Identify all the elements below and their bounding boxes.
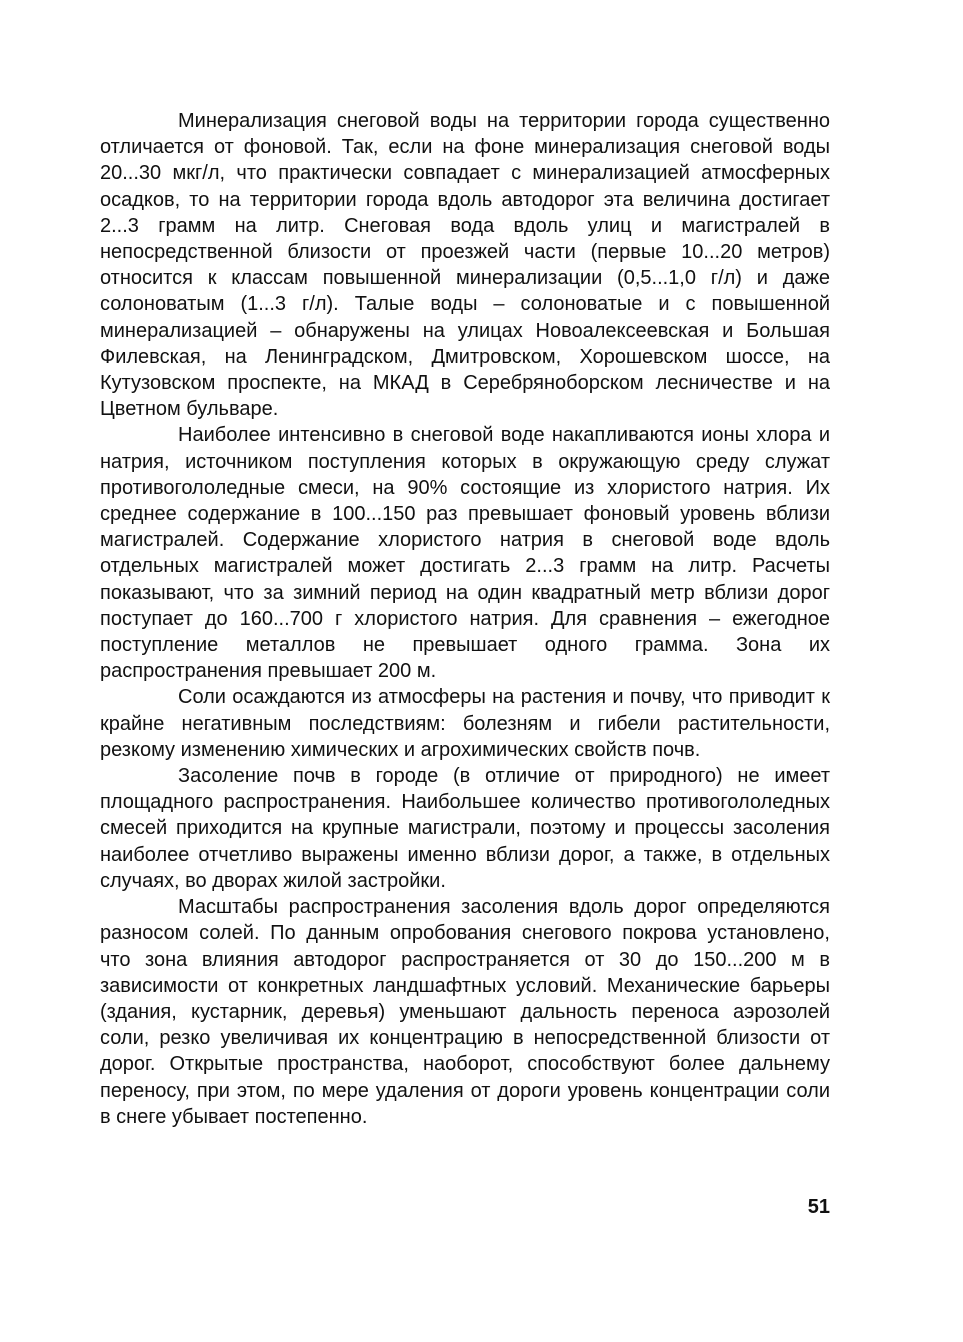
paragraph-salt-deposition: Соли осаждаются из атмосферы на растения и почву, что приводит к крайне негативным последствиям: болезням и гибели растительности, резкому изменению химических и агрохимических свойств почв. — [100, 686, 830, 761]
paragraph-snow-mineralization: Минерализация снеговой воды на территории города существенно отличается от фоновой. Так, если на фоне минерализация снеговой воды 20...30 мкг/л, что практически совпадает с минерализацией атмосферных осадков, то на территории города вдоль автодорог эта величина достигает 2...3 грамм на литр. Снеговая вода вдоль улиц и магистралей в непосредственной близости от проезжей части (первые 10...20 метров) относится к классам повышенной минерализации (0,5...1,0 г/л) и даже солоноватым (1...3 г/л). Талые воды – солоноватые и с повышенной минерализацией – обнаружены на улицах Новоалексеевская и Большая Филевская, на Ленинградском, Дмитровском, Хорошевском шоссе, на Кутузовском проспекте, на МКАД в Серебряноборском лесничестве и на Цветном бульваре. — [100, 110, 830, 421]
body-text — [100, 108, 830, 1130]
paragraph-chlorine-sodium-ions: Наиболее интенсивно в снеговой воде накапливаются ионы хлора и натрия, источником поступления которых в окружающую среду служат противогололедные смеси, на 90% состоящие из хлористого натрия. Их среднее содержание в 100...150 раз превышает фоновый уровень вблизи магистралей. Содержание хлористого натрия в снеговой воде вдоль отдельных магистралей может достигать 2...3 грамм на литр. Расчеты показывают, что за зимний период на один квадратный метр вблизи дорог поступает до 160...700 г хлористого натрия. Для сравнения – ежегодное поступление металлов не превышает одного грамма. Зона их распространения превышает 200 м. — [100, 424, 830, 683]
page-number: 51 — [807, 1196, 830, 1218]
paragraph-salinization-scale: Масштабы распространения засоления вдоль дорог определяются разносом солей. По данным опробования снегового покрова установлено, что зона влияния автодорог распространяется от 30 до 150...200 м в зависимости от конкретных ландшафтных условий. Механические барьеры (здания, кустарник, деревья) уменьшают дальность переноса аэрозолей соли, резко увеличивая их концентрацию в непосредственной близости от дорог. Открытые пространства, наоборот, способствуют более дальнему переносу, при этом, по мере удаления от дороги уровень концентрации соли в снеге убывает постепенно. — [100, 896, 830, 1128]
paragraph-soil-salinization: Засоление почв в городе (в отличие от природного) не имеет площадного распространения. Наибольшее количество противогололедных смесей приходится на крупные магистрали, поэтому и процессы засоления наиболее отчетливо выражены именно вблизи дорог, а также, в отдельных случаях, во дворах жилой застройки. — [100, 765, 830, 892]
